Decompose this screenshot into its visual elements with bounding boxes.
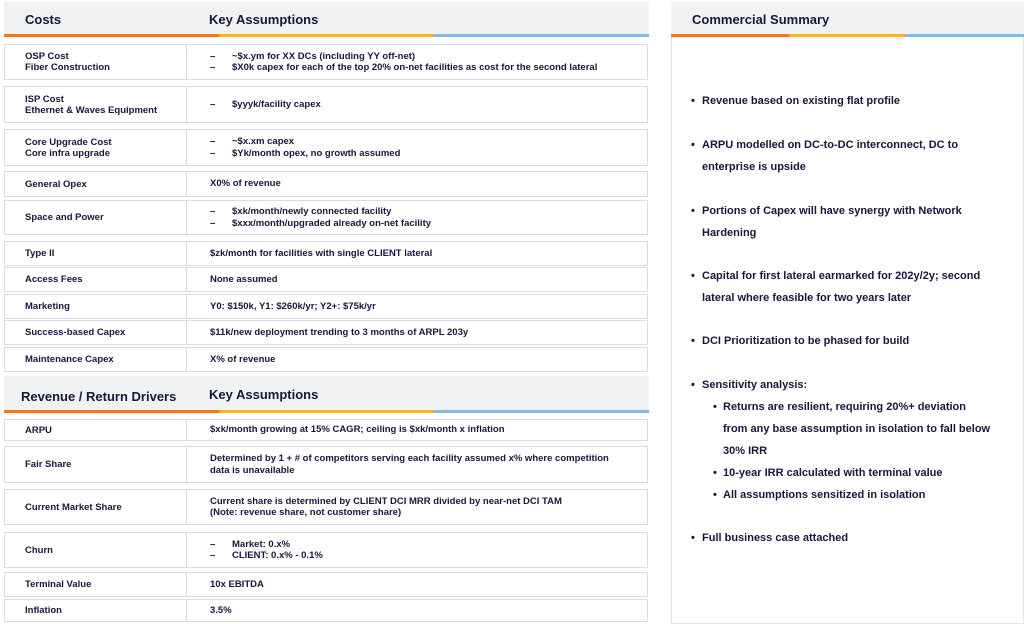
revenue-row-value <box>188 600 647 621</box>
bullet-marker: • <box>713 489 717 501</box>
cost-label-line: Maintenance Capex <box>25 354 114 365</box>
cost-row-value <box>188 87 647 122</box>
cost-row-label <box>5 321 187 344</box>
bullet-marker: • <box>691 205 695 217</box>
summary-bullet-text: Capital for first lateral earmarked for 202y/2y; second <box>702 270 981 282</box>
revenue-value-line <box>210 496 647 508</box>
cost-row-label <box>5 130 187 165</box>
summary-sub-bullet-text: 10-year IRR calculated with terminal value <box>723 467 943 479</box>
cost-value-text: Y0: $150k, Y1: $260k/yr; Y2+: $75k/yr <box>210 300 376 312</box>
revenue-row-value <box>188 420 647 440</box>
cost-value-line <box>210 51 647 63</box>
summary-sub-bullet-text: All assumptions sensitized in isolation <box>723 489 926 501</box>
revenue-value-line <box>210 424 647 436</box>
revenue-row-label <box>5 600 187 621</box>
revenue-row <box>4 599 648 622</box>
dash-marker: – <box>210 50 216 62</box>
cost-value-line <box>210 178 647 190</box>
summary-bullet <box>691 527 848 549</box>
revenue-label-line: Terminal Value <box>25 579 92 590</box>
cost-label-line: Type II <box>25 248 55 259</box>
summary-bullet <box>691 134 958 178</box>
revenue-label-line: Churn <box>25 544 53 556</box>
dash-marker: – <box>210 206 216 217</box>
cost-row <box>4 320 648 345</box>
cost-value-text: None assumed <box>210 273 278 285</box>
revenue-label-line: ARPU <box>25 424 52 436</box>
summary-bullet <box>691 330 909 352</box>
dash-marker: – <box>210 217 216 229</box>
summary-sub-bullet <box>713 484 925 506</box>
cost-label-line: ISP Cost <box>25 93 64 105</box>
dash-marker: – <box>210 550 216 561</box>
revenue-value-line <box>210 453 647 465</box>
cost-value-text: ~$x.ym for XX DCs (including YY off-net) <box>232 50 416 62</box>
cost-row <box>4 129 648 166</box>
cost-row <box>4 241 648 266</box>
dash-marker: – <box>210 98 216 110</box>
dash-marker: – <box>210 147 216 159</box>
summary-bullet-text: ARPU modelled on DC-to-DC interconnect, DC to <box>702 139 959 151</box>
cost-row-value <box>188 45 647 79</box>
summary-bullet <box>691 90 900 112</box>
cost-value-line <box>210 327 647 339</box>
cost-label-line: Ethernet & Waves Equipment <box>25 104 158 116</box>
cost-label-line: Core infra upgrade <box>25 147 110 159</box>
cost-row-value <box>188 295 647 318</box>
revenue-value-text: 10x EBITDA <box>210 578 264 590</box>
cost-row <box>4 347 648 372</box>
revenue-row-label <box>5 573 187 596</box>
cost-label-line: Access Fees <box>25 274 83 285</box>
revenue-value-line <box>210 539 647 551</box>
revenue-row <box>4 446 648 483</box>
bullet-marker: • <box>691 95 695 107</box>
costs-header <box>4 2 649 37</box>
cost-row-label <box>5 45 187 79</box>
revenue-row-label <box>5 447 187 482</box>
costs-header-stripe <box>4 34 649 37</box>
summary-sub-bullet-text: Returns are resilient, requiring 20%+ deviation <box>723 401 966 413</box>
cost-value-text: $zk/month for facilities with single CLIENT lateral <box>210 247 433 259</box>
summary-bullet-text: Portions of Capex will have synergy with Network <box>702 205 962 217</box>
revenue-value-line <box>210 507 647 519</box>
bullet-marker: • <box>691 335 695 347</box>
revenue-row-value <box>188 573 647 596</box>
bullet-marker: • <box>713 401 717 413</box>
revenue-value-text: Current share is determined by CLIENT DCI MRR divided by near-net DCI TAM <box>210 495 562 507</box>
dash-marker: – <box>210 538 216 550</box>
summary-bullet-text: Revenue based on existing flat profile <box>702 95 901 107</box>
cost-value-line <box>210 62 647 74</box>
revenue-value-text: (Note: revenue share, not customer share) <box>210 507 402 518</box>
summary-bullet <box>691 265 980 309</box>
cost-value-text: $11k/new deployment trending to 3 months of ARPL 203y <box>210 326 469 338</box>
cost-row-label <box>5 268 187 291</box>
revenue-value-text: data is unavailable <box>210 464 295 476</box>
revenue-header-stripe <box>4 410 649 413</box>
cost-row-value <box>188 172 647 196</box>
cost-label-line: OSP Cost <box>25 51 69 62</box>
cost-row-value <box>188 242 647 265</box>
cost-value-line <box>210 274 647 286</box>
cost-row-label <box>5 201 187 234</box>
costs-title: Costs <box>25 12 62 27</box>
revenue-title: Revenue / Return Drivers <box>21 389 177 404</box>
bullet-marker: • <box>691 270 695 282</box>
summary-bullet-text: Sensitivity analysis: <box>702 379 808 391</box>
summary-sub-bullet-text: from any base assumption in isolation to fall below <box>723 423 991 435</box>
revenue-value-text: Market: 0.x% <box>232 538 291 550</box>
cost-value-line <box>210 148 647 160</box>
cost-row <box>4 86 648 123</box>
cost-label-line: General Opex <box>25 178 87 190</box>
cost-row <box>4 294 648 319</box>
cost-row-value <box>188 348 647 371</box>
revenue-label-line: Current Market Share <box>25 501 122 513</box>
revenue-value-text: CLIENT: 0.x% - 0.1% <box>232 550 323 561</box>
revenue-row-value <box>188 533 647 567</box>
summary-bullet-text: Full business case attached <box>702 532 849 544</box>
summary-bullet-text: enterprise is upside <box>702 161 806 173</box>
cost-value-line <box>210 301 647 313</box>
cost-row-label <box>5 87 187 122</box>
cost-value-text: $yyyk/facility capex <box>232 98 321 110</box>
revenue-value-line <box>210 579 647 591</box>
revenue-row-label <box>5 533 187 567</box>
cost-value-line <box>210 206 647 218</box>
cost-value-text: X% of revenue <box>210 353 276 365</box>
cost-row-label <box>5 172 187 196</box>
cost-row-label <box>5 242 187 265</box>
cost-label-line: Marketing <box>25 301 70 312</box>
cost-label-line: Core Upgrade Cost <box>25 136 112 148</box>
summary-sub-bullet <box>713 462 942 484</box>
revenue-value-line <box>210 465 647 477</box>
cost-row-label <box>5 348 187 371</box>
revenue-row-label <box>5 420 187 440</box>
dash-marker: – <box>210 62 216 73</box>
cost-value-line <box>210 218 647 230</box>
costs-assumptions-title: Key Assumptions <box>209 12 319 27</box>
revenue-value-text: 3.5% <box>210 604 232 616</box>
summary-sub-bullet <box>713 396 990 462</box>
revenue-value-line <box>210 605 647 617</box>
summary-bullet <box>691 200 962 244</box>
revenue-row-value <box>188 447 647 482</box>
summary-bullet-text: Hardening <box>702 227 757 239</box>
cost-row-value <box>188 201 647 234</box>
cost-value-line <box>210 354 647 366</box>
revenue-row <box>4 419 648 441</box>
cost-row-label <box>5 295 187 318</box>
cost-row-value <box>188 268 647 291</box>
cost-value-text: $xk/month/newly connected facility <box>232 206 392 217</box>
cost-row <box>4 171 648 197</box>
revenue-value-line <box>210 550 647 562</box>
cost-row <box>4 44 648 80</box>
revenue-assumptions-title: Key Assumptions <box>209 387 319 402</box>
cost-row-value <box>188 321 647 344</box>
summary-sub-bullet-text: 30% IRR <box>723 445 768 457</box>
revenue-row <box>4 572 648 597</box>
bullet-marker: • <box>713 467 717 479</box>
revenue-value-text: Determined by 1 + # of competitors serving each facility assumed x% where competition <box>210 453 609 464</box>
bullet-marker: • <box>691 379 695 391</box>
cost-value-text: $xxx/month/upgraded already on-net facility <box>232 217 432 229</box>
cost-value-line <box>210 136 647 148</box>
revenue-label-line: Fair Share <box>25 459 72 470</box>
summary-bullet-text: lateral where feasible for two years later <box>702 292 912 304</box>
revenue-row-label <box>5 490 187 524</box>
summary-bullet-text: DCI Prioritization to be phased for build <box>702 335 910 347</box>
revenue-row-value <box>188 490 647 524</box>
cost-value-text: $Yk/month opex, no growth assumed <box>232 147 401 159</box>
cost-row <box>4 267 648 292</box>
cost-value-text: ~$x.xm capex <box>232 136 295 147</box>
cost-label-line: Success-based Capex <box>25 327 126 338</box>
revenue-value-text: $xk/month growing at 15% CAGR; ceiling is $xk/month x inflation <box>210 424 505 436</box>
cost-value-text: X0% of revenue <box>210 178 281 190</box>
cost-label-line: Fiber Construction <box>25 62 110 73</box>
summary-bullet <box>691 374 807 396</box>
cost-row <box>4 200 648 235</box>
cost-row-value <box>188 130 647 165</box>
cost-label-line: Space and Power <box>25 212 104 223</box>
cost-value-line <box>210 99 647 111</box>
revenue-label-line: Inflation <box>25 605 62 616</box>
bullet-marker: • <box>691 532 695 544</box>
revenue-row <box>4 532 648 568</box>
cost-value-line <box>210 248 647 260</box>
cost-value-text: $X0k capex for each of the top 20% on-net facilities as cost for the second lateral <box>232 62 598 73</box>
revenue-row <box>4 489 648 525</box>
dash-marker: – <box>210 136 216 147</box>
summary-title: Commercial Summary <box>692 12 830 27</box>
bullet-marker: • <box>691 139 695 151</box>
